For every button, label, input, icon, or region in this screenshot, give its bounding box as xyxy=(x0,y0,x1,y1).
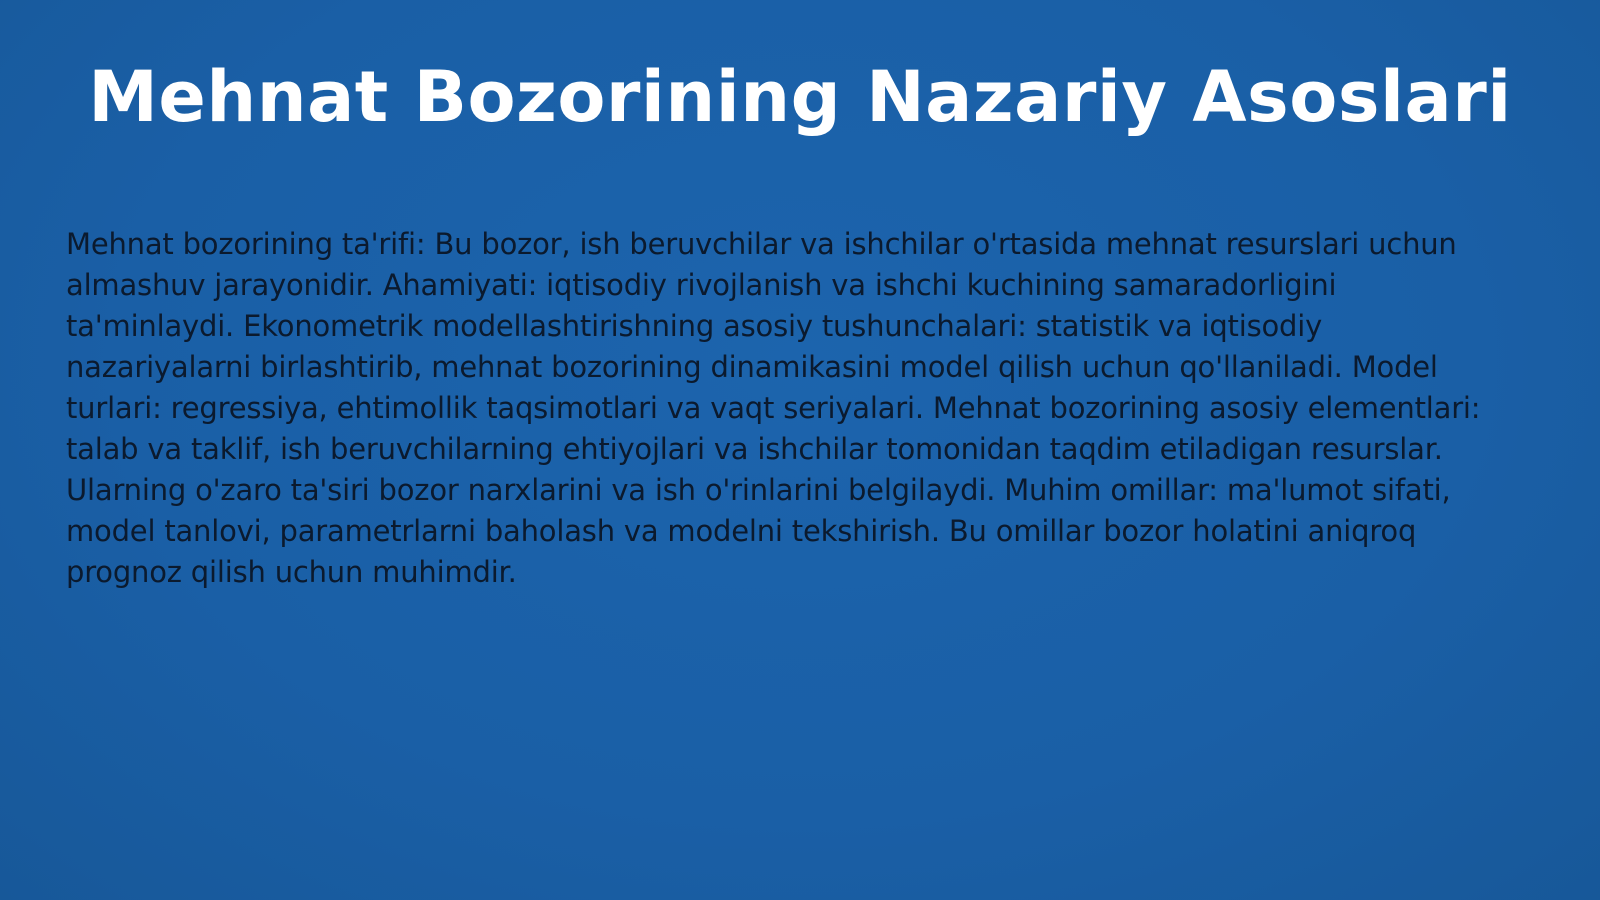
slide-title: Mehnat Bozorining Nazariy Asoslari xyxy=(88,56,1512,138)
slide-body-text: Mehnat bozorining ta'rifi: Bu bozor, ish beruvchilar va ishchilar o'rtasida mehnat resurslari uchun almashuv jarayonidir. Ahamiyati: iqtisodiy rivojlanish va ishchi kuchining samaradorligini ta'minlaydi. Ekonometrik modellashtirishning asosiy tushunchalari: statistik va iqtisodiy nazariyalarni birlashtirib, mehnat bozorining dinamikasini model qilish uchun qo'llaniladi. Model turlari: regressiya, ehtimollik taqsimotlari va vaqt seriyalari. Mehnat bozorining asosiy elementlari: talab va taklif, ish beruvchilarning ehtiyojlari va ishchilar tomonidan taqdim etiladigan resurslar. Ularning o'zaro ta'siri bozor narxlarini va ish o'rinlarini belgilaydi. Muhim omillar: ma'lumot sifati, model tanlovi, parametrlarni baholash va modelni tekshirish. Bu omillar bozor holatini aniqroq prognoz qilish uchun muhimdir. xyxy=(66,227,1481,589)
